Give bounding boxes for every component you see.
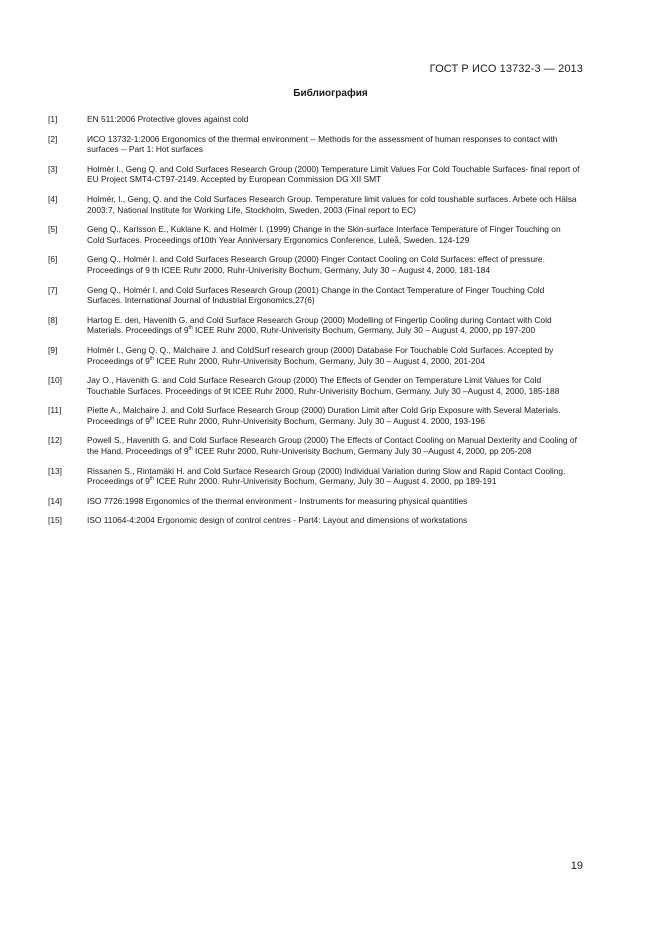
bibliography-title: Библиография	[293, 88, 368, 99]
reference-text: Holmér I., Geng Q. and Cold Surfaces Research Group (2000) Temperature Limit Values For Cold Touchable Surfaces- final report of EU Project SMT4-CT97-2149. Accepted by European Commission DG XII SMT	[87, 163, 580, 185]
reference-text-part: ICEE Ruhr 2000, Ruhr-Univerisity Bochum, Germany. July 30 – August 4. 2000, 193-196	[154, 415, 485, 426]
reference-text: Geng Q., Holmér I. and Cold Surfaces Research Group (2000) Finger Contact Cooling on Cold Surfaces: effect of pressure. Proceedings of 9 th ICEE Ruhr 2000, Ruhr-Univerisity Bochum, Germany, July 30 – August 4, 2000, 181-184	[87, 254, 545, 275]
reference-text-part: Powell S., Havenith G. and Cold Surface Research Group (2000) The Effects of Contact Cooling on Manual Dexterity and Cooling of the Hand. Proceedings of 9	[87, 435, 577, 457]
reference-number: [9]	[48, 344, 58, 355]
reference-text: ISO 11064-4:2004 Ergonomic design of control centres - Part4: Layout and dimensions of workstations	[87, 515, 468, 526]
reference-number: [3]	[48, 163, 58, 174]
reference-text: Jay O., Havenith G. and Cold Surface Research Group (2000) The Effects of Gender on Temperature Limit Values for Cold Touchable Surfaces. Proceedings of 9t ICEE Ruhr 2000, Ruhr-Univerisity Bochum, Germany. July 30 –August 4, 2000, 185-188	[87, 375, 560, 396]
reference-item	[48, 315, 580, 336]
reference-text: EN 511:2006 Protective gloves against cold	[87, 114, 249, 124]
reference-text: Holmér, I., Geng, Q. and the Cold Surfaces Research Group. Temperature limit values for cold toushable surfaces. Arbete och Hälsa 2003:7, National Institute for Working Life, Stockholm, Sweden, 2003 (Final report to EC)	[87, 193, 577, 215]
reference-text: ИСО 13732-1:2006 Ergonomics of the thermal environment -- Methods for the assessment of human responses to contact with surfaces -- Part 1: Hot surfaces	[87, 133, 558, 155]
reference-number: [11]	[48, 405, 62, 416]
reference-text	[87, 435, 580, 456]
reference-text	[87, 345, 580, 366]
reference-item	[48, 194, 580, 215]
reference-number: [6]	[48, 254, 58, 265]
reference-text: ISO 7726:1998 Ergonomics of the thermal environment - Instruments for measuring physical quantities	[87, 495, 468, 506]
reference-text: Geng Q., Holmér I. and Cold Surfaces Research Group (2001) Change in the Contact Temperature of Finger Touching Cold Surfaces. International Journal of Industrial Ergonomics,27(6)	[87, 284, 545, 306]
page-number: 19	[570, 860, 583, 872]
reference-item	[48, 435, 580, 456]
reference-number: [5]	[48, 224, 58, 235]
reference-number: [4]	[48, 193, 58, 204]
reference-item	[48, 114, 580, 125]
reference-text-part: Hartog E. den, Havenith G. and Cold Surface Research Group (2000) Modelling of Fingertip Cooling during Contact with Cold Materials. Proceedings of 9	[87, 314, 552, 336]
reference-item	[48, 496, 580, 507]
ordinal-superscript: th	[188, 446, 193, 453]
reference-text-part: Holmér I., Geng Q. Q., Malchaire J. and ColdSurf research group (2000) Database For Touchable Cold Surfaces. Accepted by Proceedings of 9	[87, 344, 554, 366]
reference-number: [2]	[48, 133, 58, 144]
reference-item	[48, 254, 580, 275]
reference-item	[48, 224, 580, 245]
reference-number: [15]	[48, 515, 62, 526]
reference-number: [1]	[48, 114, 58, 124]
reference-item	[48, 134, 580, 155]
reference-number: [13]	[48, 465, 62, 476]
ordinal-superscript: th	[149, 355, 155, 362]
reference-text-part: ICEE Ruhr 2000, Ruhr-Univerisity Bochum, Germany, July 30 – August 4, 2000, 201-204	[154, 355, 485, 366]
reference-text-part: ICEE Ruhr 2000, Ruhr-Univerisity Bochum, Germany, July 30 – August 4, 2000, pp 197-200	[192, 325, 536, 336]
reference-text-part: ICEE Ruhr 2000. Ruhr-Univerisity Bochum, Germany, July 30 – August 4. 2000, pp 189-191	[154, 476, 497, 487]
reference-text	[87, 405, 580, 426]
reference-item	[48, 405, 580, 426]
reference-number: [8]	[48, 314, 58, 325]
reference-item	[48, 285, 580, 306]
reference-number: [14]	[48, 495, 62, 506]
reference-text: Geng Q., Karlsson E., Kuklane K. and Holmér I. (1999) Change in the Skin-surface Interface Temperature of Finger Touching on Cold Surfaces. Proceedings of10th Year Anniversary Ergonomics Conference, Luleå, Sweden. 124-129	[87, 224, 561, 245]
reference-text-part: Piette A., Malchaire J. and Cold Surface Research Group (2000) Duration Limit after Cold Grip Exposure with Several Materials. Proceedings of 9	[87, 405, 561, 426]
reference-text-part: ICEE Ruhr 2000, Ruhr-Univerisity Bochum, Germany July 30 –August 4, 2000, pp 205-208	[192, 446, 532, 457]
reference-text	[87, 315, 580, 336]
document-header-id: ГОСТ Р ИСО 13732-3 — 2013	[429, 63, 583, 75]
reference-number: [12]	[48, 435, 62, 446]
reference-item	[48, 164, 580, 185]
ordinal-superscript: th	[149, 476, 155, 483]
reference-number: [7]	[48, 284, 58, 295]
reference-text-part: Rissanen S., Rintamäki H. and Cold Surface Research Group (2000) Individual Variation during Slow and Rapid Contact Cooling. Proceedings of 9	[87, 465, 566, 487]
reference-list	[48, 114, 580, 535]
reference-text	[87, 466, 580, 487]
reference-item	[48, 515, 580, 526]
reference-item	[48, 466, 580, 487]
reference-item	[48, 345, 580, 366]
ordinal-superscript: th	[188, 325, 193, 332]
reference-number: [10]	[48, 375, 62, 386]
reference-item	[48, 375, 580, 396]
ordinal-superscript: th	[149, 416, 155, 423]
